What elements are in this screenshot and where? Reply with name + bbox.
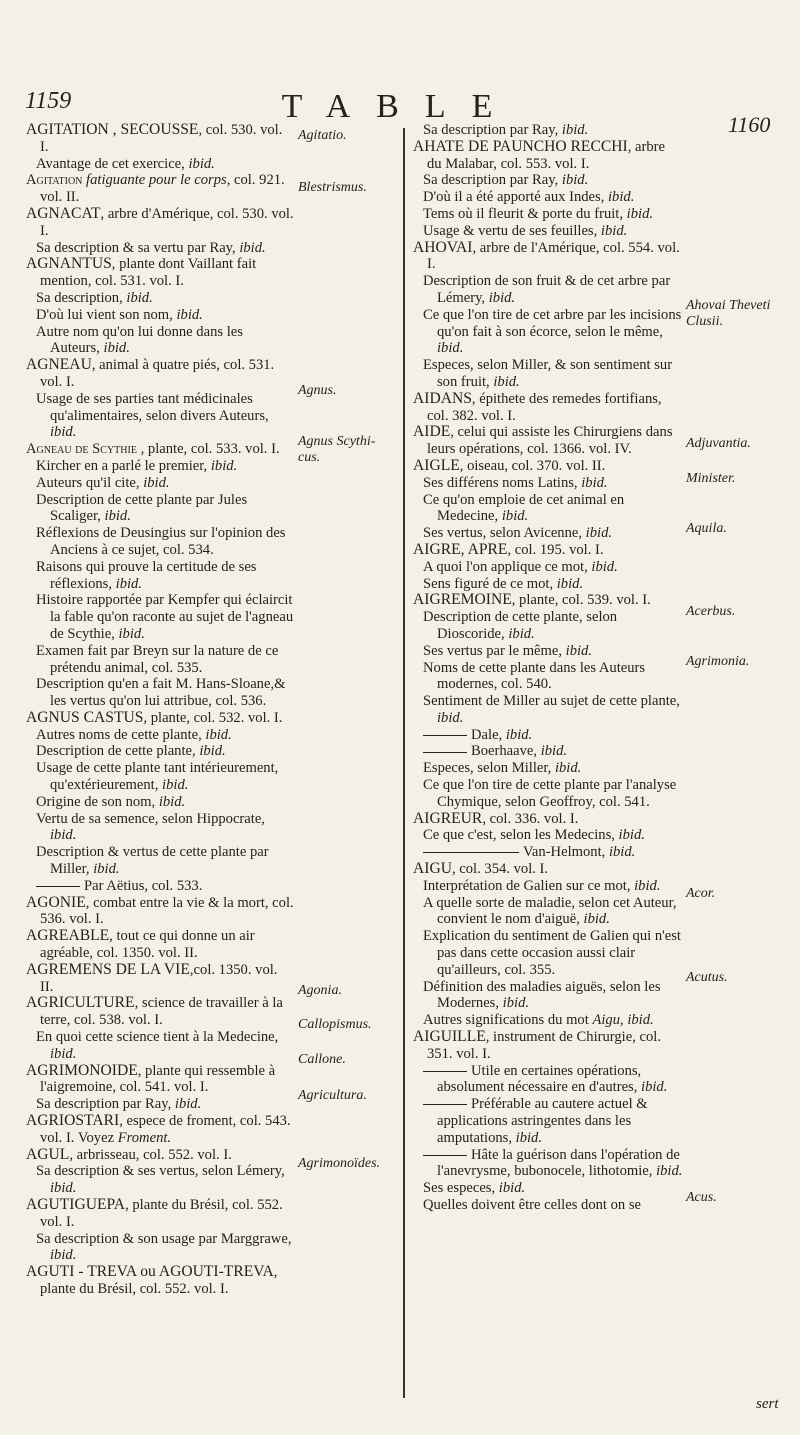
entry-ref: Froment. [117, 1129, 172, 1146]
index-entry [413, 1029, 683, 1063]
entry-text: Van-Helmont, [523, 844, 609, 861]
entry-text: , plante du Brésil, col. 552. vol. I. [40, 1197, 283, 1230]
entry-ref: ibid. [162, 777, 189, 794]
index-subentry [26, 156, 294, 173]
entry-ref: ibid. [239, 239, 266, 256]
entry-text: Ce que l'on tire de cet arbre par les incisions qu'on fait à son écorce, selon le même, [423, 306, 682, 340]
index-subentry [413, 475, 683, 492]
entry-ref: ibid. [502, 995, 530, 1012]
entry-ref: ibid. [493, 373, 520, 390]
entry-text: En quoi cette science tient à la Medecine, [36, 1029, 279, 1046]
index-entry [413, 139, 683, 173]
entry-headword: AHATE DE PAUNCHO RECCHI [413, 137, 628, 155]
entry-headword: AGUL [26, 1145, 70, 1163]
entry-ref: ibid. [437, 340, 464, 357]
page-title: TABLE [281, 88, 519, 125]
entry-text: Kircher en a parlé le premier, [36, 457, 211, 474]
marginal-latin-note: Acus. [686, 1190, 717, 1205]
marginal-latin-note: cus. [298, 450, 321, 465]
entry-text: Interprétation de Galien sur ce mot, [423, 877, 635, 894]
entry-ref: ibid. [188, 155, 215, 172]
entry-text: Avantage de cet exercice, [36, 155, 189, 172]
entry-ref: ibid. [126, 289, 153, 306]
index-subentry [413, 122, 683, 139]
entry-text: Ses différens noms Latins, [423, 474, 582, 491]
index-entry [26, 1113, 294, 1147]
entry-ref: ibid. [501, 508, 529, 525]
entry-text: , science de travailler à la terre, col. 538. vol. I. [40, 995, 283, 1029]
marginal-latin-note: Callone. [298, 1052, 346, 1067]
entry-ref: ibid. [618, 827, 645, 844]
index-subentry [413, 1012, 683, 1029]
entry-headword: AGRIMONOIDE [26, 1061, 138, 1079]
entry-text: Description de cette plante, [36, 743, 200, 760]
index-entry [26, 928, 294, 962]
entry-text: , [620, 1012, 628, 1029]
catchword: sert [756, 1396, 779, 1412]
entry-text: Usage de ses parties tant médicinales qu'alimentaires, selon divers Auteurs, [36, 390, 269, 424]
entry-ref: ibid. [627, 1012, 654, 1029]
index-subentry [26, 794, 294, 811]
index-subentry [26, 240, 294, 257]
entry-text: Ses especes, [423, 1180, 499, 1197]
entry-text: Hâte la guérison dans l'opération de l'anevrysme, bubonocele, lithotomie, [437, 1146, 680, 1180]
entry-ref: ibid. [115, 575, 143, 592]
entry-headword: AGRIOSTARI [26, 1112, 120, 1130]
index-entry [413, 811, 683, 828]
entry-ref: ibid. [93, 861, 120, 878]
marginal-latin-note: Agitatio. [298, 128, 347, 143]
entry-text: Ses vertus par le même, [423, 642, 566, 659]
entry-text: , arbre de l'Amérique, col. 554. vol. I. [427, 239, 680, 273]
index-entry [26, 206, 294, 240]
entry-headword: AGUTI - TREVA ou AGOUTI-TREVA [26, 1263, 274, 1281]
entry-text: , oiseau, col. 370. vol. II. [459, 457, 606, 474]
entry-ref: ibid. [50, 1247, 77, 1264]
entry-text: Sa description & son usage par Marggrawe, [36, 1230, 292, 1247]
entry-headword: AIGU [413, 860, 452, 878]
entry-text: Raisons qui prouve la certitude de ses réflexions, [36, 558, 257, 592]
entry-ref: ibid. [656, 1163, 683, 1180]
index-subentry [413, 1180, 683, 1197]
index-entry [26, 122, 294, 156]
entry-headword: AGNANTUS [26, 255, 112, 273]
entry-ref: ibid. [205, 726, 232, 743]
entry-ref: ibid. [561, 172, 589, 189]
entry-headword: AGNUS CASTUS [26, 708, 144, 726]
marginal-latin-note: Acor. [686, 886, 716, 901]
marginal-latin-note: Ahovai Theveti [686, 298, 771, 313]
index-entry [413, 240, 683, 274]
index-subentry [26, 743, 294, 760]
entry-text: , instrument de Chirurgie, col. 351. vol. I. [427, 1029, 661, 1062]
entry-ref: ibid. [118, 625, 145, 642]
index-subentry [26, 811, 294, 845]
entry-ref: ibid. [554, 760, 582, 777]
entry-text: Quelles doivent être celles dont on se [423, 1197, 642, 1213]
entry-ref: ibid. [641, 1079, 668, 1096]
index-entry [26, 441, 294, 458]
entry-text: D'où il a été apporté aux Indes, [423, 189, 608, 206]
marginal-latin-note: Clusii. [686, 314, 723, 329]
entry-headword: AIGUILLE [413, 1028, 486, 1046]
index-subentry [413, 492, 683, 526]
marginal-latin-note: Agricultura. [298, 1088, 367, 1103]
entry-ref: ibid. [158, 793, 186, 810]
marginal-latin-note: Minister. [686, 471, 736, 486]
index-subentry [413, 307, 683, 357]
right-column [413, 122, 683, 1214]
ditto-rule [36, 886, 80, 887]
entry-text: , arbre du Malabar, col. 553. vol. I. [427, 138, 665, 172]
entry-ref: ibid. [508, 625, 535, 642]
entry-ref: ibid. [104, 508, 131, 525]
ditto-rule [423, 1071, 467, 1072]
entry-text: Description de son fruit & de cet arbre par Lémery, [423, 273, 671, 306]
entry-italic: fatiguante pour le corps [86, 172, 227, 189]
marginal-latin-note: Agnus. [298, 383, 337, 398]
entry-text: Par Aëtius, col. 533. [84, 877, 203, 894]
entry-text: Examen fait par Breyn sur la nature de ce prétendu animal, col. 535. [36, 642, 279, 676]
entry-text: , plante, col. 533. vol. I. [140, 441, 280, 458]
index-subentry [413, 878, 683, 895]
index-subentry [413, 844, 683, 861]
entry-headword: Agneau de Scythie [26, 441, 141, 458]
entry-text: Sa description & ses vertus, selon Lémery, [36, 1163, 285, 1180]
entry-ref: ibid. [540, 743, 568, 760]
index-subentry [413, 172, 683, 189]
index-subentry [413, 576, 683, 593]
entry-ref: ibid. [505, 726, 533, 743]
entry-ref: ibid. [565, 642, 593, 659]
index-entry [413, 424, 683, 458]
marginal-latin-note: Blestrismus. [298, 180, 367, 195]
entry-text: Auteurs qu'il cite, [36, 474, 144, 491]
index-subentry [413, 693, 683, 727]
index-subentry [26, 324, 294, 358]
index-entry [26, 1264, 294, 1298]
index-subentry [413, 189, 683, 206]
index-entry [413, 391, 683, 425]
page-number-right: 1160 [728, 112, 771, 137]
entry-ref: ibid. [585, 525, 613, 542]
entry-text: , animal à quatre piés, col. 531. vol. I. [40, 357, 275, 390]
marginal-latin-note: Acutus. [686, 970, 728, 985]
index-subentry [413, 206, 683, 223]
index-entry [413, 458, 683, 475]
entry-text: , col. 195. vol. I. [507, 541, 604, 558]
entry-text: Histoire rapportée par Kempfer qui éclaircit la fable qu'on raconte au sujet de l'agneau de Scythie, [36, 592, 294, 642]
index-subentry [26, 525, 294, 559]
entry-headword: AGONIE [26, 893, 86, 911]
entry-text: Usage de cette plante tant intérieurement, qu'extérieurement, [36, 760, 279, 794]
entry-text: Autre nom qu'on lui donne dans les Auteurs, [36, 323, 243, 357]
index-entry [26, 1197, 294, 1231]
marginal-latin-note: Agrimonia. [686, 654, 750, 669]
left-column [26, 122, 294, 1298]
entry-ref: ibid. [103, 340, 130, 357]
entry-text: Sens figuré de ce mot, [423, 575, 557, 592]
entry-headword: Agitation [26, 172, 87, 189]
index-subentry [413, 827, 683, 844]
entry-headword: AGNACAT [26, 204, 101, 222]
entry-text: Sa description par Ray, [423, 172, 562, 189]
entry-headword: AGUTIGUEPA [26, 1196, 126, 1213]
entry-text: , arbre d'Amérique, col. 530. vol. I. [40, 205, 294, 239]
entry-ref: ibid. [556, 575, 584, 592]
index-subentry [413, 525, 683, 542]
entry-text: A quoi l'on applique ce mot, [423, 558, 592, 575]
index-subentry [413, 743, 683, 760]
index-subentry [413, 357, 683, 391]
entry-headword: AIGLE [413, 456, 460, 474]
entry-text: , espece de froment, col. 543. vol. I. Voyez [40, 1113, 291, 1146]
entry-ref: ibid. [498, 1180, 526, 1197]
index-subentry [26, 1096, 294, 1113]
index-subentry [26, 878, 294, 895]
index-subentry [26, 1231, 294, 1265]
entry-text: , col. 336. vol. I. [482, 810, 579, 827]
entry-headword: AHOVAI [413, 238, 473, 256]
entry-headword: AIDANS [413, 389, 472, 407]
entry-text: Boerhaave, [471, 743, 541, 760]
entry-text: , celui qui assiste les Chirurgiens dans leurs opérations, col. 1366. vol. IV. [427, 424, 673, 458]
index-entry [26, 256, 294, 290]
index-subentry [26, 676, 294, 710]
index-subentry [413, 727, 683, 744]
page-number-left: 1159 [25, 88, 72, 114]
entry-ref: ibid. [561, 122, 589, 138]
entry-text: Sa description par Ray, [36, 1096, 175, 1113]
entry-text: Origine de son nom, [36, 793, 159, 810]
entry-text: Vertu de sa semence, selon Hippocrate, [36, 810, 265, 827]
index-subentry [26, 475, 294, 492]
index-subentry [26, 844, 294, 878]
entry-text: Sa description par Ray, [423, 122, 562, 138]
entry-text: , plante dont Vaillant fait mention, col. 531. vol. I. [40, 256, 257, 290]
column-divider [403, 128, 405, 1398]
entry-text: Noms de cette plante dans les Auteurs modernes, col. 540. [423, 659, 646, 693]
entry-text: Usage & vertu de ses feuilles, [423, 222, 601, 239]
index-subentry [413, 1096, 683, 1146]
index-subentry [26, 643, 294, 677]
entry-ref: ibid. [583, 911, 610, 928]
entry-text: Description qu'en a fait M. Hans-Sloane,& les vertus qu'on lui attribue, col. 536. [36, 676, 286, 710]
entry-headword: AIGREMOINE [413, 591, 512, 609]
entry-text: Définition des maladies aiguës, selon les Modernes, [423, 978, 661, 1012]
entry-ref: ibid. [488, 289, 516, 306]
entry-ref: ibid. [50, 1180, 77, 1197]
entry-text: , col. 354. vol. I. [451, 861, 549, 878]
entry-text: , tout ce qui donne un air agréable, col. 1350. vol. II. [40, 928, 255, 962]
index-entry [26, 895, 294, 929]
entry-ref: ibid. [515, 1129, 542, 1146]
entry-text: Autres noms de cette plante, [36, 726, 206, 743]
index-entry [26, 357, 294, 391]
entry-headword: AIDE [413, 423, 451, 441]
entry-headword: AIGRE, APRE [413, 540, 508, 558]
entry-headword: AIGREUR [413, 809, 483, 827]
index-entry [413, 861, 683, 878]
index-subentry [26, 760, 294, 794]
entry-text: D'où lui vient son nom, [36, 306, 177, 323]
index-subentry [413, 895, 683, 929]
index-subentry [26, 559, 294, 593]
entry-text: Description & vertus de cette plante par Miller, [36, 844, 269, 878]
entry-text: A quelle sorte de maladie, selon cet Auteur, convient le nom d'aiguë, [423, 894, 677, 928]
entry-text: Especes, selon Miller, [423, 760, 555, 777]
entry-text: Sentiment de Miller au sujet de cette plante, [423, 693, 680, 710]
entry-text: Ce que l'on tire de cette plante par l'analyse Chymique, selon Geoffroy, col. 541. [423, 777, 677, 810]
index-subentry [413, 1197, 683, 1214]
entry-headword: AGREMENS DE LA VIE [26, 960, 190, 978]
index-subentry [26, 727, 294, 744]
ditto-rule [423, 735, 467, 736]
index-entry [26, 1147, 294, 1164]
entry-text: Explication du sentiment de Galien qui n'est pas dans cette occasion aussi clair qu'ailleurs, col. 355. [423, 928, 681, 978]
index-subentry [413, 979, 683, 1013]
index-entry [26, 710, 294, 727]
entry-text: , plante qui ressemble à l'aigremoine, col. 541. vol. I. [40, 1062, 276, 1096]
index-subentry [413, 777, 683, 811]
index-entry [413, 592, 683, 609]
entry-text: Utile en certaines opérations, absolument nécessaire en d'autres, [437, 1062, 642, 1096]
entry-text: , col. 530. vol. I. [40, 122, 283, 155]
index-subentry [26, 592, 294, 642]
ditto-rule [423, 1104, 467, 1105]
entry-headword: AGREABLE [26, 927, 110, 945]
entry-text: , arbrisseau, col. 552. vol. I. [69, 1146, 232, 1163]
index-subentry [413, 223, 683, 240]
entry-text: Especes, selon Miller, & son sentiment sur son fruit, [423, 357, 673, 390]
marginal-latin-note: Agonia. [298, 983, 342, 998]
entry-ref: ibid. [608, 844, 636, 861]
index-subentry [413, 1147, 683, 1181]
marginal-latin-note: Callopismus. [298, 1017, 372, 1032]
entry-ref: ibid. [634, 877, 661, 894]
entry-ref: ibid. [591, 558, 618, 575]
index-subentry [26, 492, 294, 526]
entry-text: ,col. 1350. vol. II. [40, 961, 278, 995]
marginal-latin-note: Adjuvantia. [686, 436, 751, 451]
index-subentry [26, 458, 294, 475]
index-subentry [26, 290, 294, 307]
entry-text: , plante, col. 532. vol. I. [143, 709, 283, 726]
index-subentry [26, 1163, 294, 1197]
index-subentry [413, 273, 683, 307]
entry-ref: ibid. [199, 743, 226, 760]
index-subentry [413, 928, 683, 978]
entry-text: Ses vertus, selon Avicenne, [423, 525, 586, 542]
index-subentry [413, 760, 683, 777]
entry-headword: AGITATION , SECOUSSE [26, 121, 199, 138]
entry-ref: ibid. [210, 457, 238, 474]
entry-ref: ibid. [50, 424, 77, 441]
entry-ref: ibid. [437, 709, 464, 726]
ditto-rule [423, 852, 519, 853]
entry-text: Description de cette plante par Jules Scaliger, [36, 491, 248, 525]
entry-text: Réflexions de Deusingius sur l'opinion des Anciens à ce sujet, col. 534. [36, 525, 286, 558]
entry-ref: ibid. [50, 1045, 77, 1062]
entry-ref: ibid. [174, 1096, 202, 1113]
entry-italic: Aigu [592, 1012, 621, 1029]
marginal-latin-note: Acerbus. [686, 604, 736, 619]
index-subentry [413, 1063, 683, 1097]
marginal-latin-note: Agnus Scythi- [298, 434, 376, 449]
entry-text: Tems où il fleurit & porte du fruit, [423, 205, 627, 222]
entry-ref: ibid. [50, 827, 77, 844]
entry-ref: ibid. [608, 189, 635, 206]
ditto-rule [423, 752, 467, 753]
entry-text: Dale, [471, 726, 506, 743]
index-subentry [26, 391, 294, 441]
index-entry [413, 542, 683, 559]
entry-text: , combat entre la vie & la mort, col. 536. vol. I. [40, 894, 294, 928]
entry-ref: ibid. [600, 222, 628, 239]
index-subentry [413, 609, 683, 643]
entry-ref: ibid. [143, 474, 170, 491]
entry-text: Sa description & sa vertu par Ray, [36, 239, 240, 256]
entry-text: , plante, col. 539. vol. I. [511, 592, 651, 609]
entry-ref: ibid. [581, 474, 608, 491]
entry-ref: ibid. [626, 205, 654, 222]
entry-text: , épithete des remedes fortifians, col. 382. vol. I. [427, 390, 662, 424]
entry-text: Description de cette plante, selon Dioscoride, [423, 609, 618, 642]
index-subentry [413, 660, 683, 694]
marginal-latin-note: Agrimonoïdes. [298, 1156, 381, 1171]
index-subentry [413, 559, 683, 576]
entry-text: Autres significations du mot [423, 1012, 593, 1029]
index-subentry [26, 1029, 294, 1063]
index-entry [26, 995, 294, 1029]
entry-text: , plante du Brésil, col. 552. vol. I. [40, 1264, 278, 1297]
entry-text: Sa description, [36, 289, 127, 306]
index-entry [26, 172, 294, 206]
entry-headword: AGNEAU [26, 356, 92, 374]
entry-text: Ce que c'est, selon les Medecins, [423, 827, 619, 844]
index-subentry [26, 307, 294, 324]
entry-text: Préférable au cautere actuel & applications astringentes dans les amputations, [437, 1096, 648, 1146]
entry-text: Ce qu'on emploie de cet animal en Medecine, [423, 491, 625, 525]
index-entry [26, 962, 294, 996]
entry-headword: AGRICULTURE [26, 994, 135, 1012]
entry-ref: ibid. [176, 306, 203, 323]
index-entry [26, 1063, 294, 1097]
ditto-rule [423, 1155, 467, 1156]
marginal-latin-note: Aquila. [686, 521, 727, 536]
entry-text: , col. 921. vol. II. [40, 172, 285, 206]
index-subentry [413, 643, 683, 660]
